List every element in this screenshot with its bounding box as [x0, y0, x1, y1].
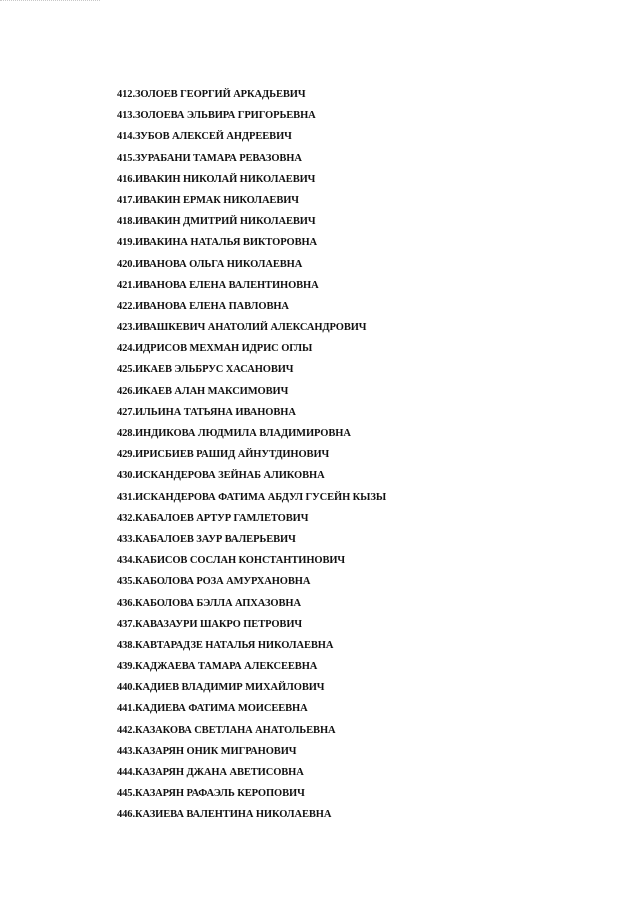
list-item: 415.ЗУРАБАНИ ТАМАРА РЕВАЗОВНА: [117, 152, 302, 164]
list-item: 416.ИВАКИН НИКОЛАЙ НИКОЛАЕВИЧ: [117, 173, 316, 185]
list-item: 437.КАВАЗАУРИ ШАКРО ПЕТРОВИЧ: [117, 618, 302, 630]
list-item: 445.КАЗАРЯН РАФАЭЛЬ КЕРОПОВИЧ: [117, 788, 305, 800]
list-item: 417.ИВАКИН ЕРМАК НИКОЛАЕВИЧ: [117, 194, 299, 206]
list-item: 427.ИЛЬИНА ТАТЬЯНА ИВАНОВНА: [117, 406, 296, 418]
list-item: 418.ИВАКИН ДМИТРИЙ НИКОЛАЕВИЧ: [117, 216, 316, 228]
list-item: 438.КАВТАРАДЗЕ НАТАЛЬЯ НИКОЛАЕВНА: [117, 639, 334, 651]
list-item: 443.КАЗАРЯН ОНИК МИГРАНОВИЧ: [117, 745, 297, 757]
list-item: 431.ИСКАНДЕРОВА ФАТИМА АБДУЛ ГУСЕЙН КЫЗЫ: [117, 491, 387, 503]
list-item: 435.КАБОЛОВА РОЗА АМУРХАНОВНА: [117, 576, 311, 588]
list-item: 419.ИВАКИНА НАТАЛЬЯ ВИКТОРОВНА: [117, 237, 318, 249]
list-item: 412.ЗОЛОЕВ ГЕОРГИЙ АРКАДЬЕВИЧ: [117, 89, 306, 100]
list-item: 421.ИВАНОВА ЕЛЕНА ВАЛЕНТИНОВНА: [117, 279, 319, 291]
list-item: 423.ИВАШКЕВИЧ АНАТОЛИЙ АЛЕКСАНДРОВИЧ: [117, 322, 367, 334]
list-item: 439.КАДЖАЕВА ТАМАРА АЛЕКСЕЕВНА: [117, 661, 318, 673]
scan-edge-mark: [0, 0, 100, 5]
list-item: 424.ИДРИСОВ МЕХМАН ИДРИС ОГЛЫ: [117, 343, 313, 355]
list-item: 426.ИКАЕВ АЛАН МАКСИМОВИЧ: [117, 385, 289, 397]
list-item: 436.КАБОЛОВА БЭЛЛА АПХАЗОВНА: [117, 597, 301, 609]
list-item: 414.ЗУБОВ АЛЕКСЕЙ АНДРЕЕВИЧ: [117, 131, 292, 143]
list-item: 441.КАДИЕВА ФАТИМА МОИСЕЕВНА: [117, 703, 308, 715]
list-item: 422.ИВАНОВА ЕЛЕНА ПАВЛОВНА: [117, 300, 289, 312]
list-item: 444.КАЗАРЯН ДЖАНА АВЕТИСОВНА: [117, 767, 304, 778]
list-item: 442.КАЗАКОВА СВЕТЛАНА АНАТОЛЬЕВНА: [117, 724, 336, 736]
list-item: 425.ИКАЕВ ЭЛЬБРУС ХАСАНОВИЧ: [117, 364, 294, 376]
list-item: 413.ЗОЛОЕВА ЭЛЬВИРА ГРИГОРЬЕВНА: [117, 110, 316, 122]
list-item: 432.КАБАЛОЕВ АРТУР ГАМЛЕТОВИЧ: [117, 512, 309, 524]
list-item: 428.ИНДИКОВА ЛЮДМИЛА ВЛАДИМИРОВНА: [117, 428, 351, 439]
list-item: 420.ИВАНОВА ОЛЬГА НИКОЛАЕВНА: [117, 258, 303, 270]
list-item: 430.ИСКАНДЕРОВА ЗЕЙНАБ АЛИКОВНА: [117, 470, 325, 482]
list-item: 429.ИРИСБИЕВ РАШИД АЙНУТДИНОВИЧ: [117, 449, 330, 461]
list-item: 433.КАБАЛОЕВ ЗАУР ВАЛЕРЬЕВИЧ: [117, 533, 296, 545]
list-item: 434.КАБИСОВ СОСЛАН КОНСТАНТИНОВИЧ: [117, 555, 346, 567]
list-item: 440.КАДИЕВ ВЛАДИМИР МИХАЙЛОВИЧ: [117, 682, 325, 694]
name-list: [117, 84, 386, 826]
list-item: 446.КАЗИЕВА ВАЛЕНТИНА НИКОЛАЕВНА: [117, 809, 332, 821]
